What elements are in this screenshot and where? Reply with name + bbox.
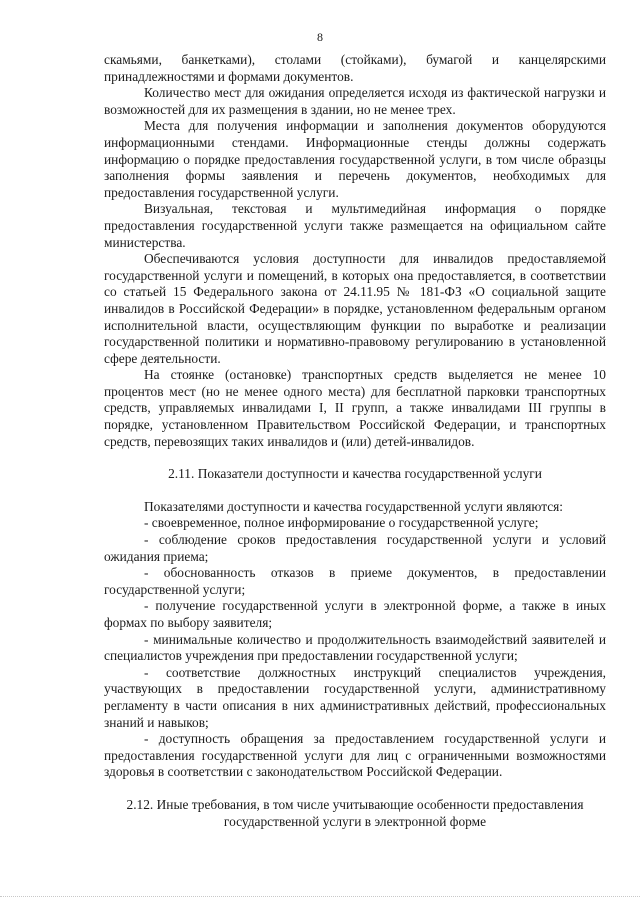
list-item: - обоснованность отказов в приеме документов, в предоставлении государственной услуги;: [104, 565, 606, 597]
paragraph: скамьями, банкетками), столами (стойками), бумагой и канцелярскими принадлежностями и формами документов.: [104, 52, 606, 84]
paragraph: Места для получения информации и заполнения документов оборудуются информационными стендами. Информационные стенды должны содержать информацию о порядке предоставления государственной услуги, в том числе образцы заполнения формы заявления и перечень документов, необходимых для предоставления государственной услуги.: [104, 118, 606, 200]
list-item: - своевременное, полное информирование о государственной услуге;: [144, 515, 539, 531]
section-heading-2-12: [104, 797, 606, 830]
document-body: [104, 52, 606, 830]
list-item: - доступность обращения за предоставлением государственной услуги и предоставления государственной услуги для лиц с ограниченными возможностями здоровья в соответствии с законодательством Российской Федерации.: [104, 731, 606, 780]
page-number: 8: [317, 30, 323, 44]
list-item: - получение государственной услуги в электронной форме, а также в иных формах по выбору заявителя;: [104, 598, 606, 630]
section-heading-line: государственной услуги в электронной форме: [223, 813, 487, 829]
list-item: - минимальные количество и продолжительность взаимодействий заявителей и специалистов учреждения при предоставлении государственной услуги;: [104, 631, 606, 664]
paragraph: Визуальная, текстовая и мультимедийная информация о порядке предоставления государственной услуги также размещается на официальном сайте министерства.: [104, 201, 606, 250]
list-item: - соответствие должностных инструкций специалистов учреждения, участвующих в предоставлении государственной услуги, административному регламенту в части описания в них административных действий, профессиональных знаний и навыков;: [104, 664, 606, 730]
list-item: - соблюдение сроков предоставления государственной услуги и условий ожидания приема;: [104, 532, 606, 564]
page-bottom-edge: [0, 896, 640, 898]
section-heading-line: 2.12. Иные требования, в том числе учитывающие особенности предоставления: [126, 796, 584, 812]
section-heading-2-11: 2.11. Показатели доступности и качества государственной услуги: [168, 466, 542, 482]
paragraph: На стоянке (остановке) транспортных средств выделяется не менее 10 процентов мест (но не менее одного места) для бесплатной парковки транспортных средств, управляемых инвалидами I, II групп, а также инвалидами III группы в порядке, установленном Правительством Российской Федерации, и транспортных средств, перевозящих таких инвалидов и (или) детей-инвалидов.: [104, 367, 606, 449]
paragraph: Обеспечиваются условия доступности для инвалидов предоставляемой государственной услуги и помещений, в которых она предоставляется, в соответствии со статьей 15 Федерального закона от 24.11.95 № 181-ФЗ «О социальной защите инвалидов в Российской Федерации» в порядке, установленном федеральным органом исполнительной власти, осуществляющим функции по выработке и реализации государственной политики и нормативно-правовому регулированию в установленной сфере деятельности.: [104, 251, 606, 366]
section-intro: Показателями доступности и качества государственной услуги являются:: [144, 498, 564, 514]
paragraph: Количество мест для ожидания определяется исходя из фактической нагрузки и возможностей для их размещения в здании, но не менее трех.: [104, 85, 606, 117]
